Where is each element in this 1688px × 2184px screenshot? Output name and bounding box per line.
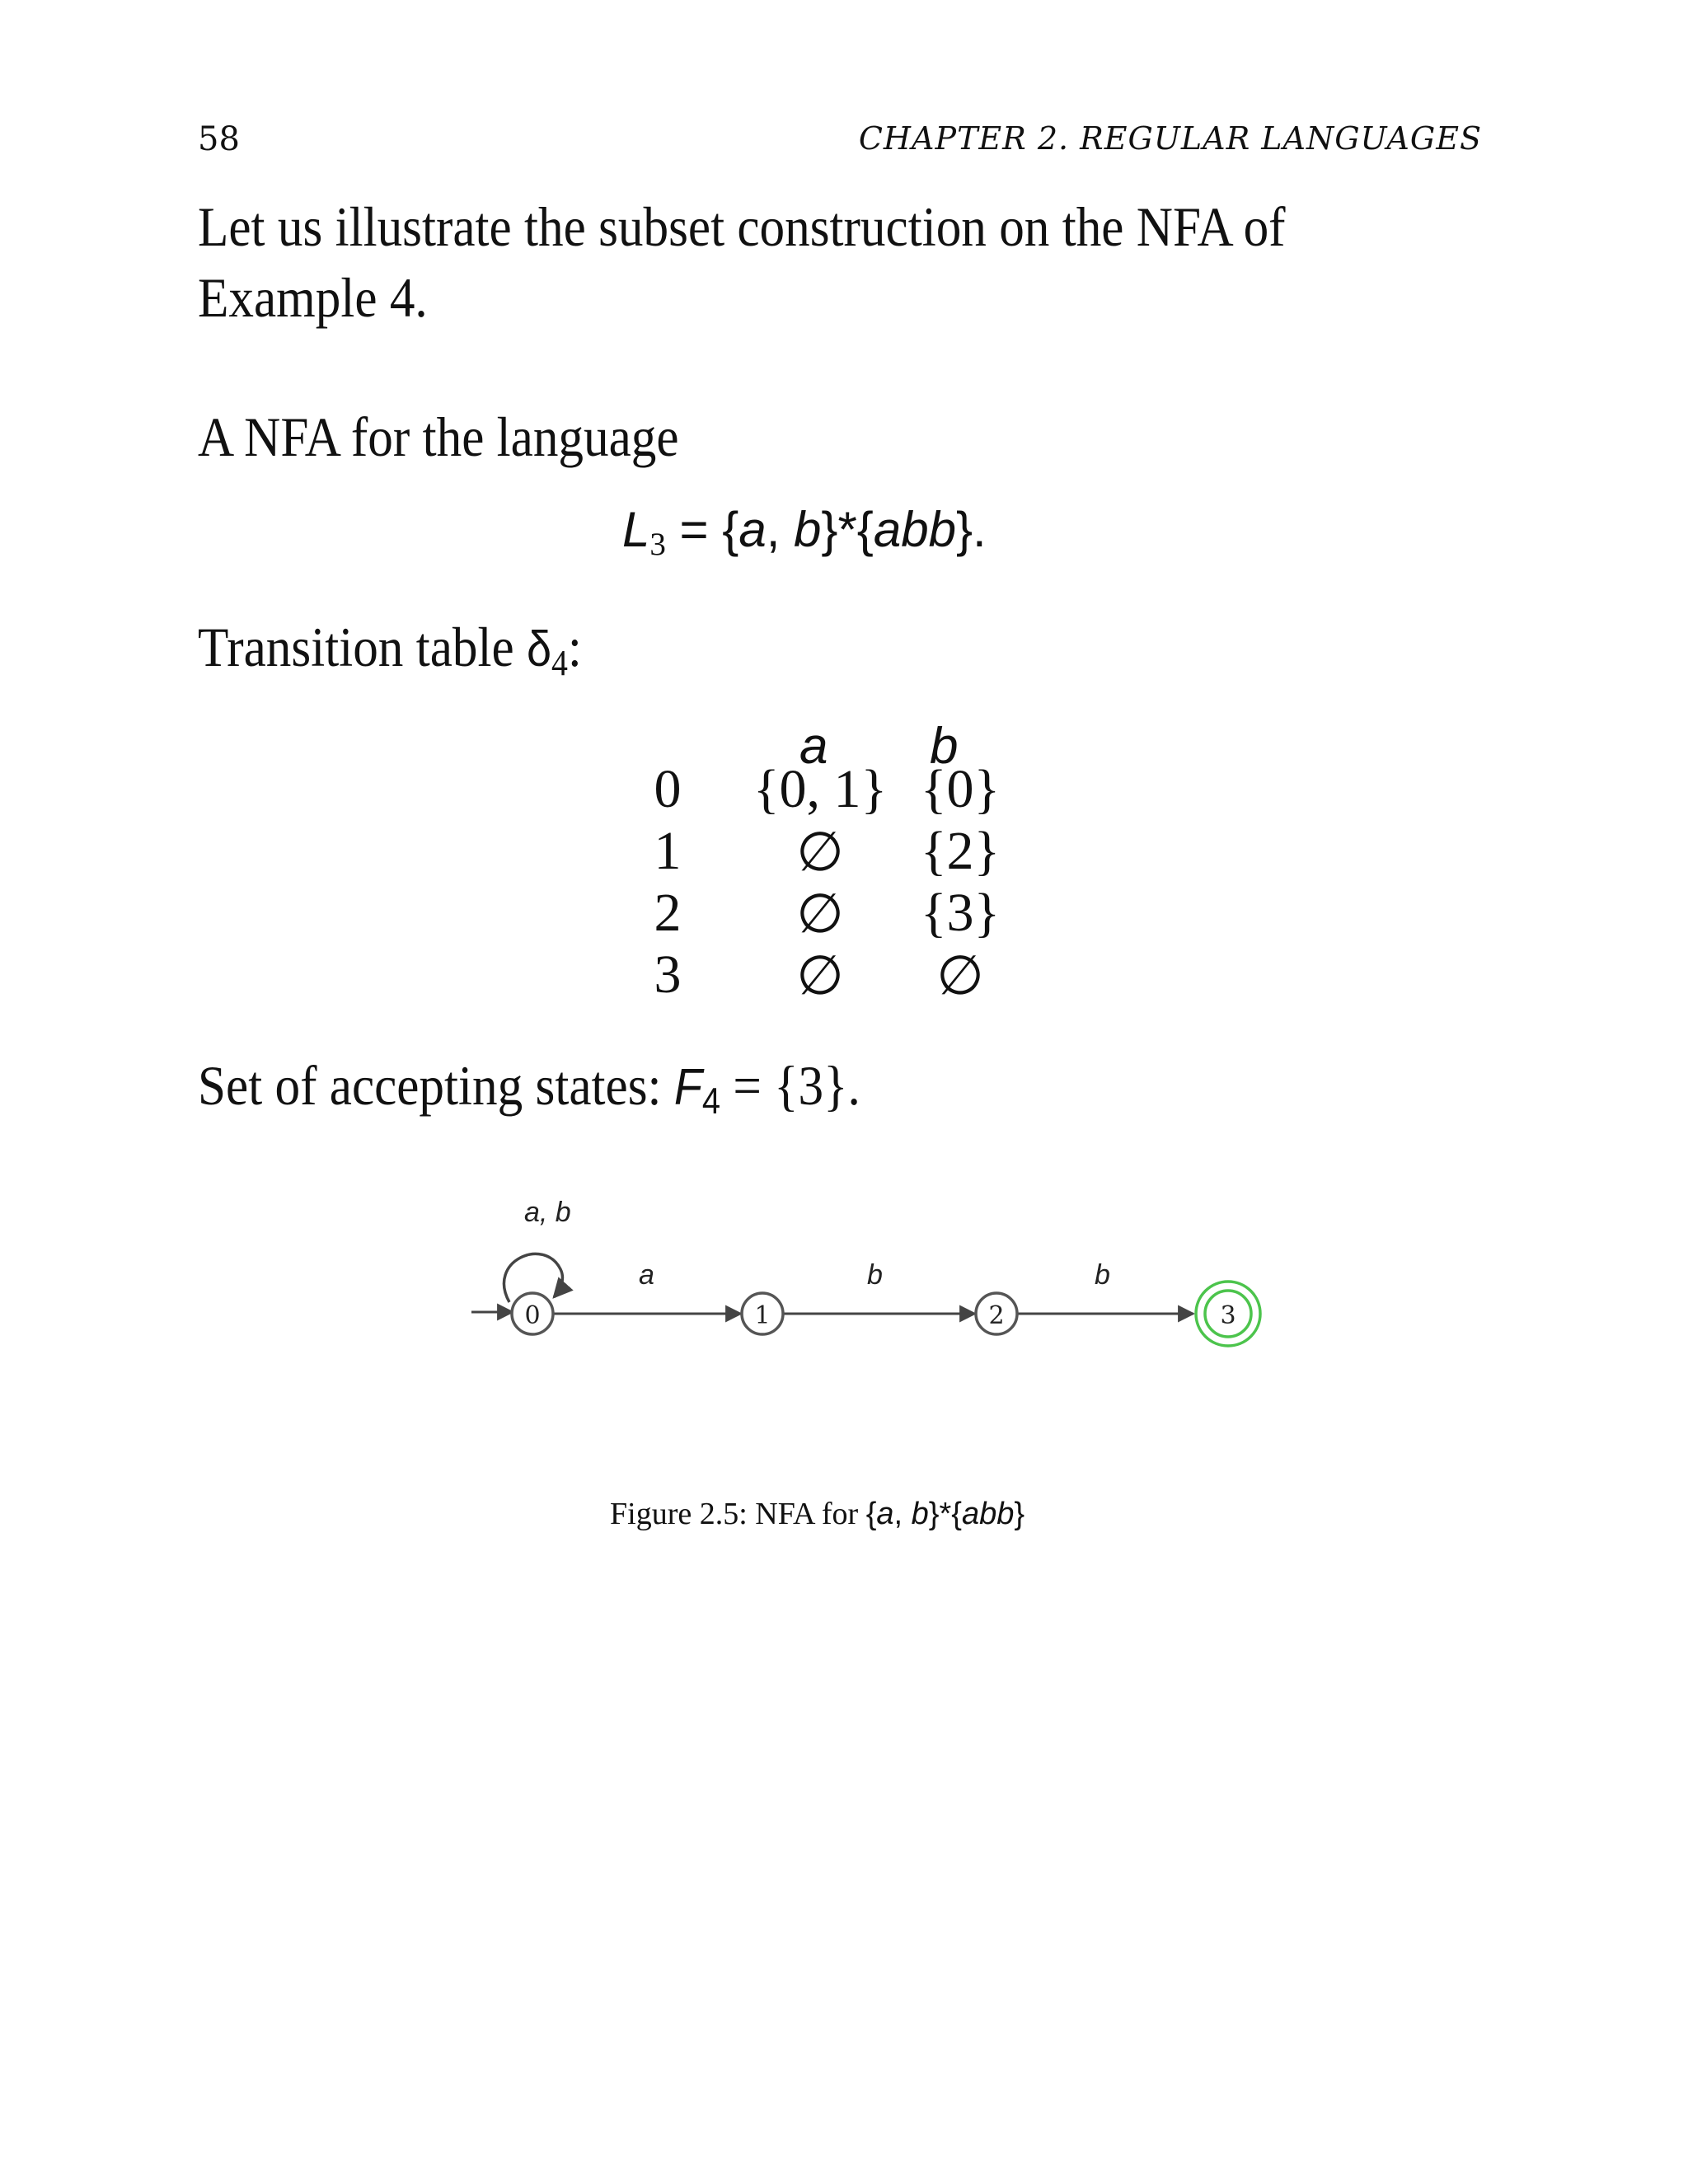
column-header-b: b xyxy=(930,718,959,775)
table-row-state: 0 xyxy=(654,759,682,819)
accepting-value: = {3}. xyxy=(720,1054,860,1117)
language-symbol: L xyxy=(622,502,650,557)
loop-label: a, b xyxy=(524,1197,571,1228)
edge-label-a: a xyxy=(639,1259,654,1291)
delta-colon: : xyxy=(567,616,582,678)
table-cell-b: {3} xyxy=(920,883,1001,943)
intro-line-2: Example 4. xyxy=(198,266,428,329)
accepting-states-line xyxy=(198,1053,860,1122)
language-expr-end: }. xyxy=(955,502,987,557)
language-expr-a: a xyxy=(738,502,767,557)
table-row-state: 3 xyxy=(654,944,682,1005)
state-1-label: 1 xyxy=(754,1301,771,1330)
nfa-diagram xyxy=(445,1187,1302,1401)
accepting-symbol: F xyxy=(673,1059,702,1116)
caption-comma: , xyxy=(893,1497,912,1531)
table-cell-b: {0} xyxy=(920,759,1001,819)
table-cell-b: {2} xyxy=(920,821,1001,881)
chapter-header: CHAPTER 2. REGULAR LANGUAGES xyxy=(858,120,1482,157)
language-subscript: 3 xyxy=(649,526,666,562)
language-expr-abb: abb xyxy=(873,502,956,557)
table-row-state: 2 xyxy=(654,883,682,943)
table-cell-a: ∅ xyxy=(796,823,844,883)
column-header-a: a xyxy=(799,718,828,775)
caption-prefix: Figure 2.5: NFA for xyxy=(610,1497,866,1531)
page-number: 58 xyxy=(198,120,240,158)
caption-a: a xyxy=(876,1497,894,1531)
caption-close: } xyxy=(1014,1497,1025,1531)
transition-table-lead xyxy=(198,612,582,699)
intro-paragraph xyxy=(198,191,1286,333)
edge-label-b2: b xyxy=(1095,1259,1110,1291)
intro-line-1: Let us illustrate the subset construction on the NFA of xyxy=(198,195,1286,258)
state-2-label: 2 xyxy=(988,1301,1005,1330)
delta-symbol: δ xyxy=(526,621,552,677)
language-expr-b: b xyxy=(794,502,822,557)
language-expr-open: { xyxy=(722,502,739,557)
transition-table-label: Transition table xyxy=(198,616,527,678)
language-equals: = xyxy=(665,502,723,557)
table-row-state: 1 xyxy=(654,821,682,881)
edge-label-b1: b xyxy=(867,1259,883,1291)
figure-caption xyxy=(610,1496,1025,1532)
language-expr-comma: , xyxy=(766,502,795,557)
caption-star: }*{ xyxy=(928,1497,962,1531)
table-cell-a: {0, 1} xyxy=(753,759,888,819)
state-3-label: 3 xyxy=(1220,1301,1236,1330)
language-expr-star: }*{ xyxy=(821,502,874,557)
accepting-subscript: 4 xyxy=(701,1081,721,1122)
nfa-lead-text: A NFA for the language xyxy=(198,405,679,468)
state-0-label: 0 xyxy=(524,1301,541,1330)
table-cell-b: ∅ xyxy=(936,946,984,1006)
accepting-lead: Set of accepting states: xyxy=(198,1054,674,1117)
language-equation xyxy=(622,501,987,563)
table-cell-a: ∅ xyxy=(796,884,844,944)
caption-open: { xyxy=(865,1497,877,1531)
caption-abb: abb xyxy=(961,1497,1015,1531)
delta-subscript: 4 xyxy=(551,643,568,684)
caption-b: b xyxy=(911,1497,929,1531)
table-cell-a: ∅ xyxy=(796,946,844,1006)
